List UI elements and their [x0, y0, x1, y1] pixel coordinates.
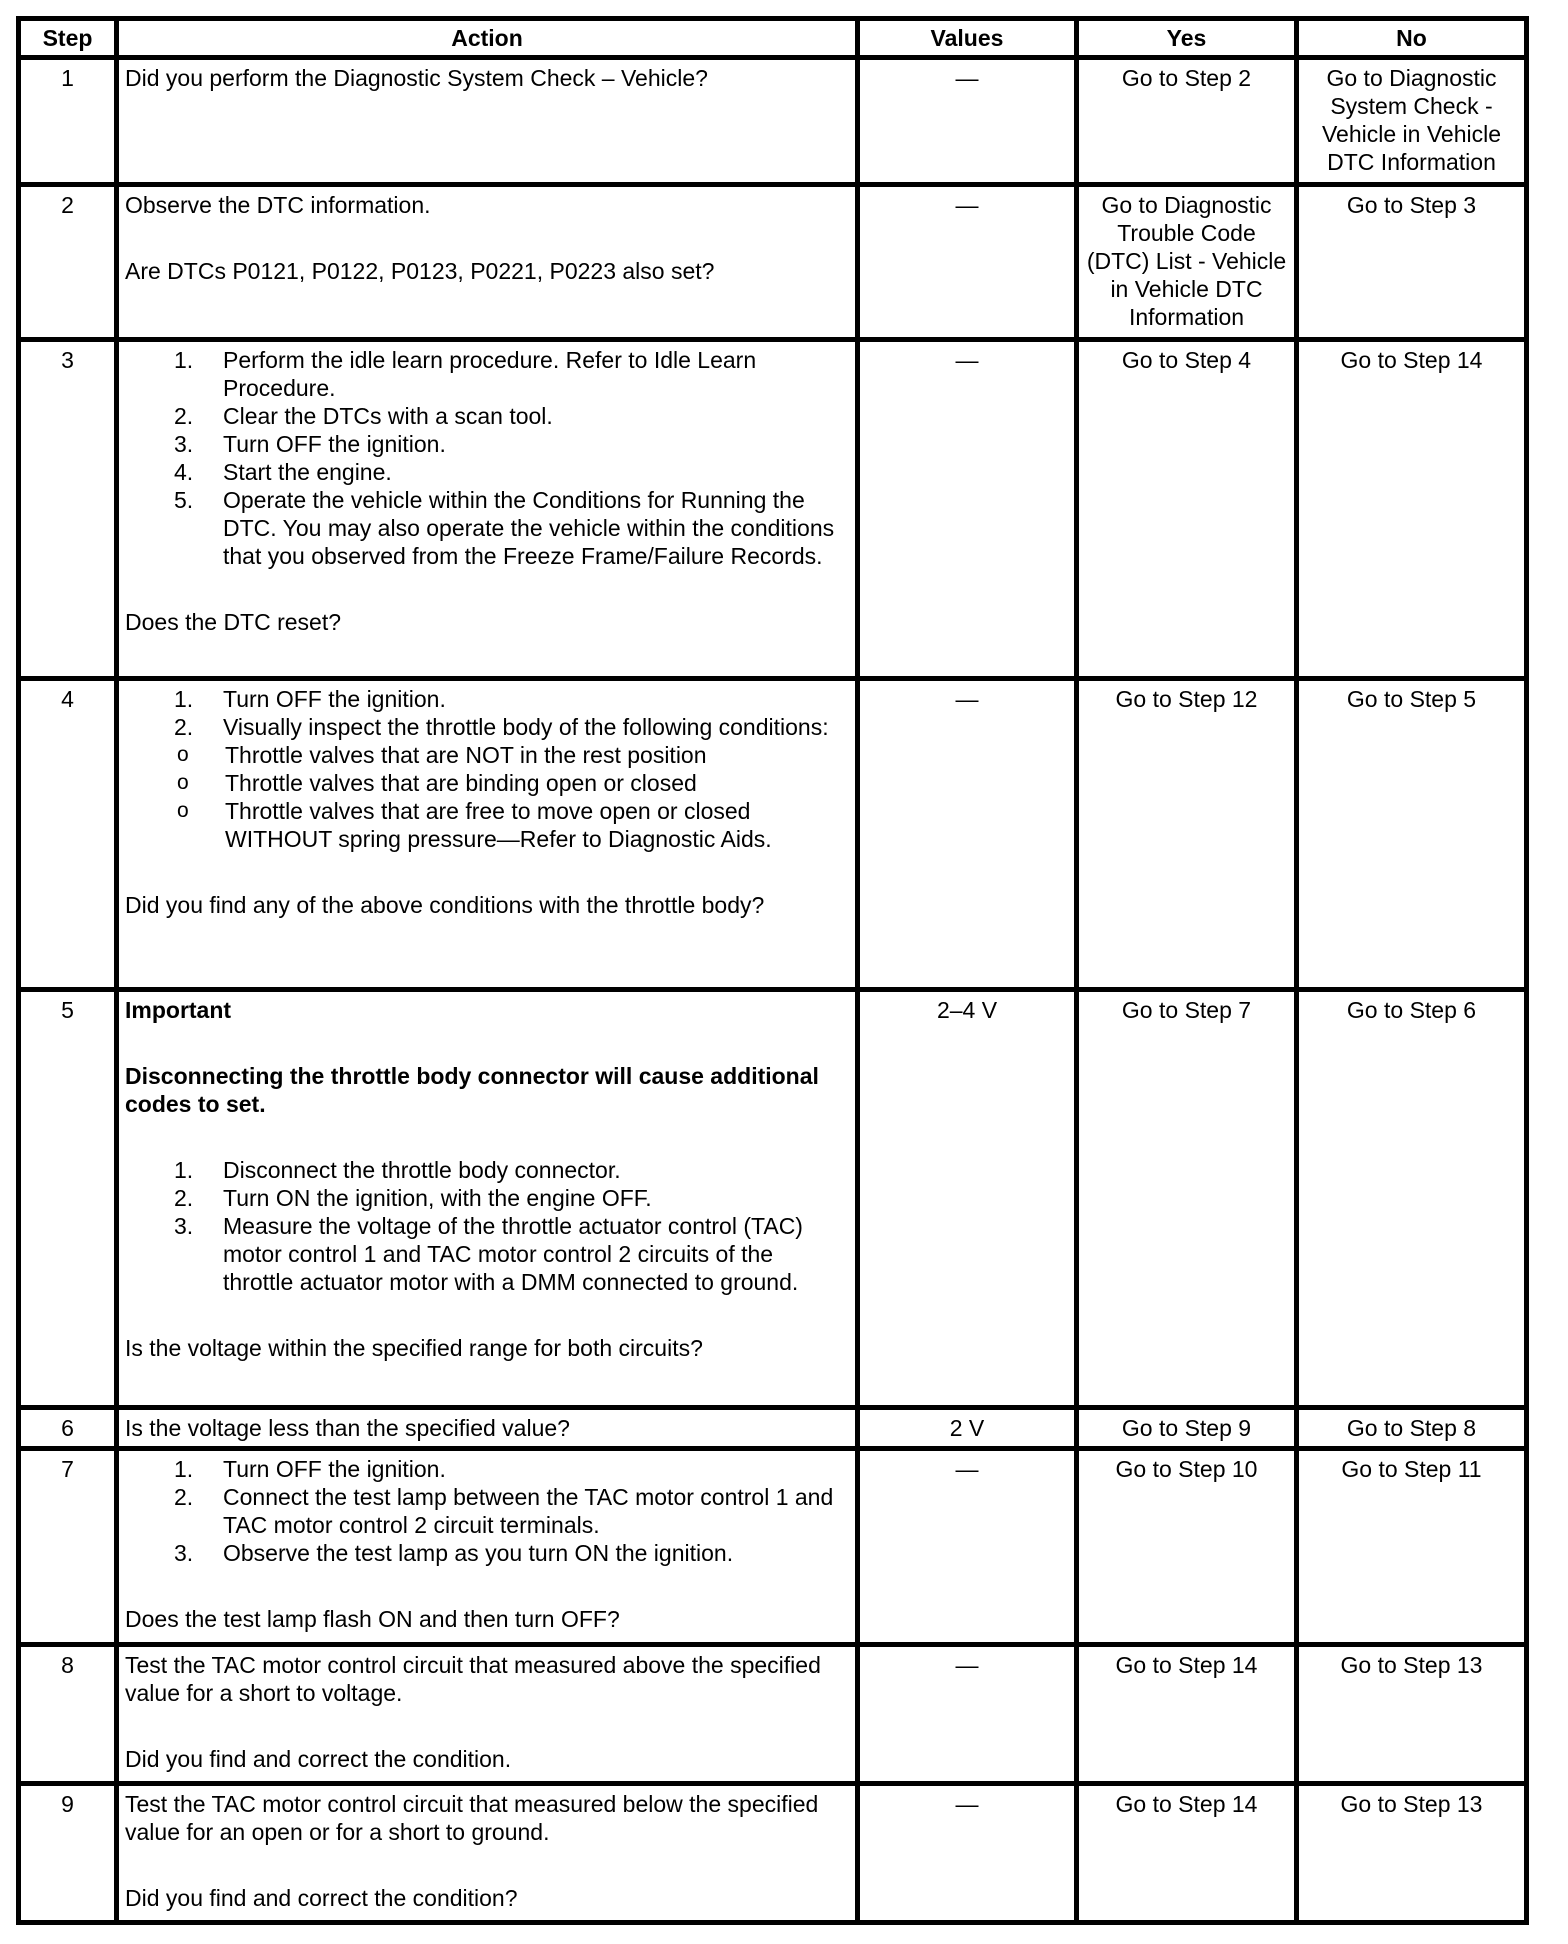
list-item: 2. Connect the test lamp between the TAC motor control 1 and TAC motor control 2 circuit terminals. [174, 1484, 834, 1538]
table-row [19, 58, 1527, 185]
no-cell: Go to Step 6 [1297, 990, 1527, 1408]
header-no: No [1297, 19, 1527, 58]
action-cell [117, 679, 858, 990]
yes-cell: Go to Step 12 [1077, 679, 1297, 990]
yes-cell: Go to Step 2 [1077, 58, 1297, 185]
header-action: Action [117, 19, 858, 58]
header-values: Values [858, 19, 1077, 58]
action-cell [117, 1449, 858, 1645]
value-cell: — [858, 1784, 1077, 1923]
table-row [19, 1408, 1527, 1449]
value-cell: — [858, 58, 1077, 185]
list-item: 1. Disconnect the throttle body connector. [174, 1157, 621, 1183]
no-cell: Go to Step 11 [1297, 1449, 1527, 1645]
step-number: 3 [19, 340, 117, 679]
value-cell: — [858, 1645, 1077, 1784]
header-step: Step [19, 19, 117, 58]
action-question: Does the DTC reset? [125, 609, 342, 635]
no-cell: Go to Step 14 [1297, 340, 1527, 679]
value-cell: — [858, 679, 1077, 990]
table-row [19, 340, 1527, 679]
no-cell: Go to Step 13 [1297, 1645, 1527, 1784]
step-number: 9 [19, 1784, 117, 1923]
action-cell [117, 185, 858, 340]
list-item: 1. Turn OFF the ignition. [174, 686, 446, 712]
action-question: Did you find and correct the condition? [125, 1885, 518, 1911]
step-number: 5 [19, 990, 117, 1408]
yes-cell: Go to Diagnostic Trouble Code (DTC) List - Vehicle in Vehicle DTC Information [1077, 185, 1297, 340]
list-item: 1. Turn OFF the ignition. [174, 1456, 446, 1482]
list-item: 2. Visually inspect the throttle body of the following conditions: o Throttle valves that are NOT in the rest position o Throttle valves that are binding open or closed o Throttle valves that are free to move open or closed WITHOUT spring pressure—Refer to Diagnostic Aids. [125, 713, 849, 853]
step-number: 2 [19, 185, 117, 340]
table-row [19, 679, 1527, 990]
action-question: Is the voltage less than the specified value? [125, 1415, 570, 1441]
value-cell: — [858, 340, 1077, 679]
list-item: 1. Perform the idle learn procedure. Refer to Idle Learn Procedure. [174, 347, 757, 401]
action-question: Did you find and correct the condition. [125, 1746, 512, 1772]
list-item: o Throttle valves that are binding open or closed [177, 770, 697, 796]
step-number: 6 [19, 1408, 117, 1449]
yes-cell: Go to Step 14 [1077, 1784, 1297, 1923]
diagnostic-table-page [16, 16, 1524, 1925]
step-number: 4 [19, 679, 117, 990]
header-row [19, 19, 1527, 58]
action-cell [117, 1784, 858, 1923]
action-question: Does the test lamp flash ON and then turn OFF? [125, 1606, 620, 1632]
action-question: Did you find any of the above conditions with the throttle body? [125, 892, 765, 918]
procedure-list [125, 346, 849, 570]
no-cell: Go to Step 3 [1297, 185, 1527, 340]
table-row [19, 990, 1527, 1408]
list-item: 3. Turn OFF the ignition. [174, 431, 446, 457]
header-yes: Yes [1077, 19, 1297, 58]
diagnostic-table [16, 16, 1529, 1925]
list-item: 5. Operate the vehicle within the Conditions for Running the DTC. You may also operate the vehicle within the conditions that you observed from the Freeze Frame/Failure Records. [174, 487, 835, 569]
yes-cell: Go to Step 4 [1077, 340, 1297, 679]
yes-cell: Go to Step 10 [1077, 1449, 1297, 1645]
condition-list [125, 741, 849, 853]
list-item: 4. Start the engine. [174, 459, 392, 485]
table-row [19, 1784, 1527, 1923]
action-cell [117, 58, 858, 185]
value-cell: 2 V [858, 1408, 1077, 1449]
procedure-list [125, 685, 849, 853]
important-label: Important [125, 997, 232, 1023]
table-row [19, 1645, 1527, 1784]
yes-cell: Go to Step 7 [1077, 990, 1297, 1408]
procedure-list [125, 1455, 849, 1567]
action-cell [117, 990, 858, 1408]
table-row [19, 1449, 1527, 1645]
action-intro: Test the TAC motor control circuit that measured above the specified value for a short to voltage. [125, 1652, 821, 1706]
list-item: 2. Clear the DTCs with a scan tool. [174, 403, 553, 429]
action-cell [117, 1645, 858, 1784]
list-item: o Throttle valves that are NOT in the rest position [177, 742, 707, 768]
action-question: Is the voltage within the specified range for both circuits? [125, 1335, 703, 1361]
list-item: 3. Observe the test lamp as you turn ON the ignition. [174, 1540, 734, 1566]
value-cell: — [858, 1449, 1077, 1645]
step-number: 1 [19, 58, 117, 185]
no-cell: Go to Step 8 [1297, 1408, 1527, 1449]
list-item: o Throttle valves that are free to move open or closed WITHOUT spring pressure—Refer to Diagnostic Aids. [177, 798, 772, 852]
no-cell: Go to Step 13 [1297, 1784, 1527, 1923]
procedure-list [125, 1156, 849, 1296]
step-number: 7 [19, 1449, 117, 1645]
action-question: Are DTCs P0121, P0122, P0123, P0221, P0223 also set? [125, 258, 715, 284]
no-cell: Go to Diagnostic System Check - Vehicle in Vehicle DTC Information [1297, 58, 1527, 185]
list-item: 3. Measure the voltage of the throttle actuator control (TAC) motor control 1 and TAC motor control 2 circuits of the throttle actuator motor with a DMM connected to ground. [174, 1213, 803, 1295]
action-cell [117, 340, 858, 679]
list-item: 2. Turn ON the ignition, with the engine OFF. [174, 1185, 652, 1211]
action-intro: Test the TAC motor control circuit that measured below the specified value for an open or for a short to ground. [125, 1791, 819, 1845]
value-cell: — [858, 185, 1077, 340]
table-row [19, 185, 1527, 340]
step-number: 8 [19, 1645, 117, 1784]
no-cell: Go to Step 5 [1297, 679, 1527, 990]
important-note: Disconnecting the throttle body connector will cause additional codes to set. [125, 1063, 819, 1117]
yes-cell: Go to Step 9 [1077, 1408, 1297, 1449]
action-cell [117, 1408, 858, 1449]
action-question: Did you perform the Diagnostic System Check – Vehicle? [125, 65, 708, 91]
yes-cell: Go to Step 14 [1077, 1645, 1297, 1784]
value-cell: 2–4 V [858, 990, 1077, 1408]
action-intro: Observe the DTC information. [125, 192, 431, 218]
